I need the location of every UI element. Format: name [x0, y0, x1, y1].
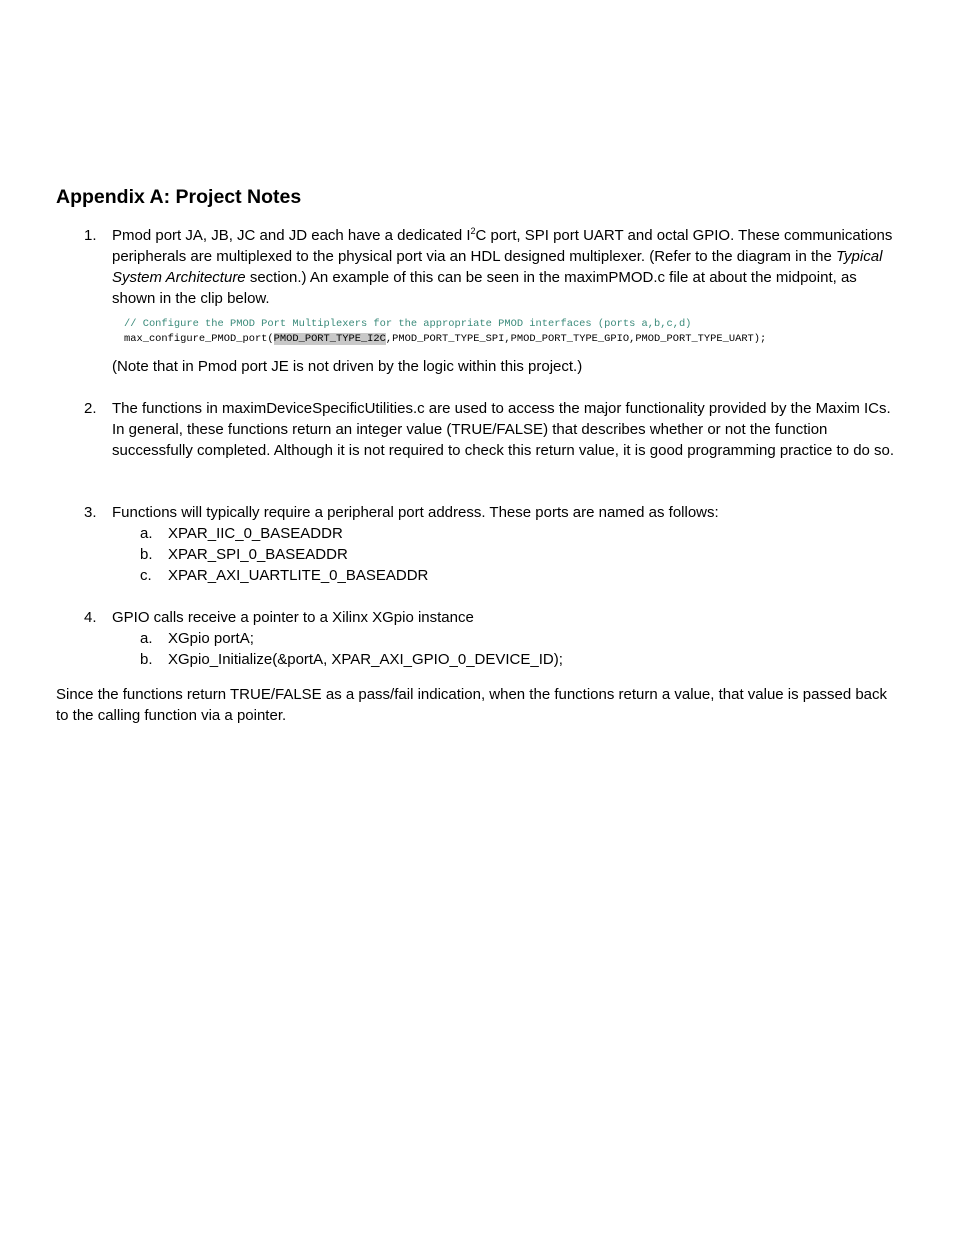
page-title: Appendix A: Project Notes — [56, 186, 302, 208]
code-highlight: PMOD_PORT_TYPE_I2C — [273, 333, 386, 345]
sub-item: a. XGpio portA; — [140, 630, 254, 647]
list-number: 1. — [84, 227, 97, 244]
closing-paragraph: Since the functions return TRUE/FALSE as a pass/fail indication, when the functions return a value, that value is passed back to the calling function via a pointer. — [56, 686, 888, 724]
note-text: (Note that in Pmod port JE is not driven by the logic within this project.) — [112, 358, 583, 375]
italic-reference: Typical System Architecture — [112, 248, 883, 286]
list-number: 4. — [84, 609, 97, 626]
code-line: max_configure_PMOD_port(PMOD_PORT_TYPE_I2C,PMOD_PORT_TYPE_SPI,PMOD_PORT_TYPE_GPIO,PMOD_PORT_TYPE_UART); — [124, 333, 767, 345]
superscript: 2 — [470, 226, 476, 236]
sub-item: b. XPAR_SPI_0_BASEADDR — [140, 546, 348, 563]
list-item-text: Pmod port JA, JB, JC and JD each have a dedicated $I^2C$ port, SPI port UART and octal GPIO. These communications peripherals are multiplexed to the physical port via an HDL designed multiplexer. (Refer to the diagram in the Typical System Architecture section.) An example of this can be seen in the maximPMOD.c file at about the midpoint, as shown in the clip below. — [112, 226, 893, 307]
sub-item: b. XGpio_Initialize(&portA, XPAR_AXI_GPIO_0_DEVICE_ID); — [140, 651, 563, 668]
sub-item: a. XPAR_IIC_0_BASEADDR — [140, 525, 343, 542]
list-number: 3. — [84, 504, 97, 521]
list-item-text: Functions will typically require a peripheral port address. These ports are named as follows: a. XPAR_IIC_0_BASEADDR b. XPAR_SPI_0_BASEADDR c. XPAR_AXI_UARTLITE_0_BASEADDR — [112, 502, 896, 586]
list-item-text: The functions in maximDeviceSpecificUtilities.c are used to access the major functionality provided by the Maxim ICs. In general, these functions return an integer value (TRUE/FALSE) that describes whether or not the function successfully completed. Although it is not required to check this return value, it is good programming practice to do so. — [112, 400, 895, 459]
code-clip — [124, 317, 766, 347]
code-comment: // Configure the PMOD Port Multiplexers for the appropriate PMOD interfaces (ports a,b,c,d) — [124, 318, 692, 330]
list-number: 2. — [84, 400, 97, 417]
list-item-text: GPIO calls receive a pointer to a Xilinx XGpio instance a. XGpio portA; b. XGpio_Initialize(&portA, XPAR_AXI_GPIO_0_DEVICE_ID); — [112, 607, 896, 670]
sub-item: c. XPAR_AXI_UARTLITE_0_BASEADDR — [140, 567, 429, 584]
